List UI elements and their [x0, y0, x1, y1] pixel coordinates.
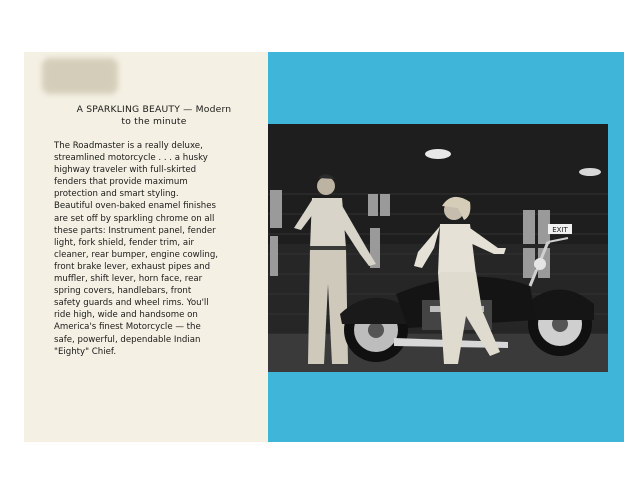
body-line: The Roadmaster is a really deluxe,	[54, 141, 203, 151]
body-line: light, fork shield, fender trim, air	[54, 237, 195, 248]
body-line: Beautiful oven-baked enamel finishes	[54, 201, 217, 212]
body-line: "Eighty" Chief.	[54, 346, 117, 357]
body-line: safe, powerful, dependable Indian	[54, 334, 201, 345]
exit-sign: EXIT	[552, 226, 568, 234]
body-line: front brake lever, exhaust pipes and	[54, 261, 211, 272]
body-line: fenders that provide maximum	[54, 177, 188, 188]
headline	[54, 104, 254, 128]
brochure-spread	[24, 52, 624, 442]
body-line: safety guards and wheel rims. You'll	[54, 298, 209, 309]
body-line: muffler, shift lever, horn face, rear	[54, 274, 203, 285]
headline-title: A SPARKLING BEAUTY — Modern	[76, 104, 232, 115]
left-page	[24, 52, 268, 442]
body-line: these parts: Instrument panel, fender	[54, 225, 216, 236]
headline-subtitle: to the minute	[121, 116, 187, 127]
body-text	[54, 140, 254, 358]
body-line: cleaner, rear bumper, engine cowling,	[54, 249, 219, 260]
body-line: spring covers, handlebars, front	[54, 286, 192, 297]
motorcycle-photo	[268, 124, 608, 372]
body-line: protection and smart styling.	[54, 189, 179, 200]
paper-stain	[42, 58, 118, 94]
body-line: ride high, wide and handsome on	[54, 310, 198, 321]
photo-illustration	[268, 124, 608, 372]
body-line: America's finest Motorcycle — the	[54, 322, 201, 333]
body-line: are set off by sparkling chrome on all	[54, 213, 215, 224]
right-page	[268, 52, 624, 442]
body-line: highway traveler with full-skirted	[54, 165, 197, 176]
body-line: streamlined motorcycle . . . a husky	[54, 153, 208, 164]
